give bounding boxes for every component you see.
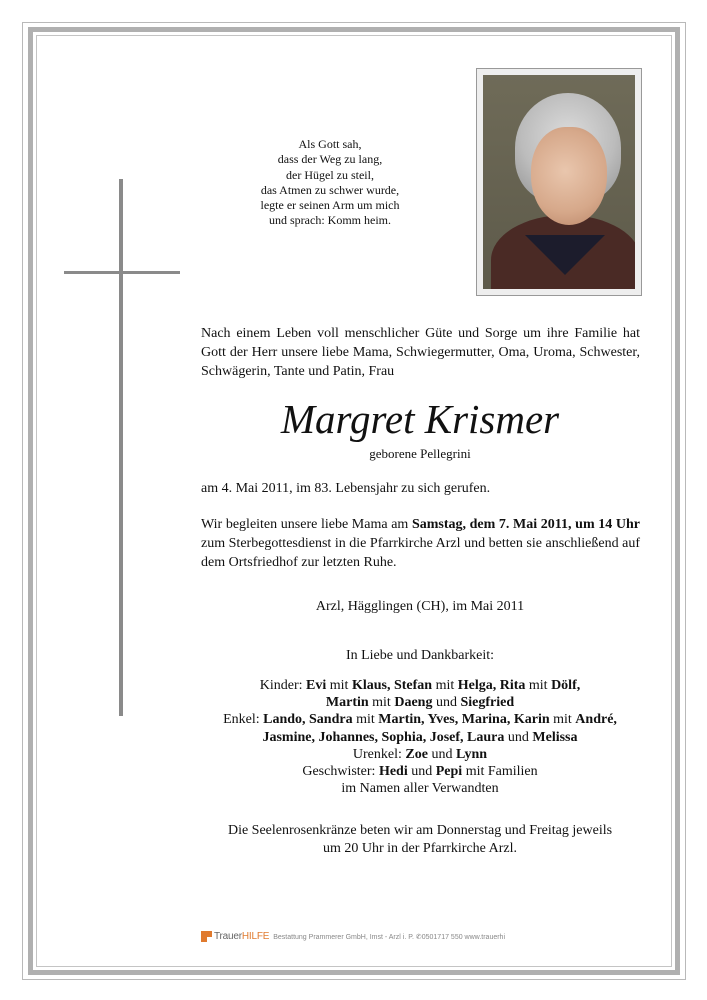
family-name: Hedi (378, 764, 408, 780)
family-name: Melissa (532, 729, 578, 745)
funeral-announcement: Wir begleiten unsere liebe Mama am Samstag, dem 7. Mai 2011, um 14 Uhr zum Sterbegottesdienst in die Pfarrkirche Arzl und betten sie anschließend auf dem Ortsfriedhof zur letzten Ruhe. (201, 517, 640, 570)
family-list (195, 677, 645, 797)
family-name: Lando, Sandra (263, 712, 353, 728)
family-line-urenkel: Urenkel: Zoe und Lynn (352, 746, 488, 762)
family-connector: mit (549, 712, 576, 728)
family-name: Pepi (435, 764, 463, 780)
footer-brand: TrauerHILFE (214, 931, 270, 942)
deceased-name: Margret Krismer (280, 396, 560, 442)
family-connector: mit Familien (462, 764, 538, 780)
portrait-face (531, 127, 607, 225)
family-name: Dölf, (551, 678, 581, 693)
funeral-date: Samstag, dem 7. Mai 2011, (411, 517, 572, 532)
family-connector: mit (326, 678, 352, 693)
family-connector: mit (352, 712, 379, 728)
thanks-line: In Liebe und Dankbarkeit: (345, 648, 495, 663)
family-name: Helga, Rita (457, 678, 526, 693)
family-name: Zoe (405, 746, 428, 762)
memorial-poem (230, 137, 430, 229)
family-line-kinder: Kinder: Evi mit Klaus, Stefan mit Helga, Rita mit Dölf, (259, 678, 581, 693)
place-and-date: Arzl, Hägglingen (CH), im Mai 2011 (315, 599, 525, 614)
funeral-time: um 14 Uhr (575, 517, 640, 532)
family-line-enkel-2 (195, 729, 645, 746)
cross-vertical-beam (119, 179, 123, 716)
family-name: Martin, Yves, Marina, Karin (378, 712, 550, 728)
family-line-enkel: Enkel: Lando, Sandra mit Martin, Yves, Marina, Karin mit André, (223, 712, 617, 728)
family-name: Daeng (394, 695, 433, 711)
family-name: Siegfried (460, 695, 515, 711)
family-name: Evi (306, 678, 327, 693)
death-date-text: am 4. Mai 2011, im 83. Lebensjahr zu sich gerufen. (201, 481, 491, 496)
poem-line: Als Gott sah, (298, 137, 362, 151)
family-connector: und (427, 746, 456, 762)
family-name: Jasmine, Johannes, Sophia, Josef, Laura (262, 729, 505, 745)
maiden-name: geborene Pellegrini (369, 446, 471, 461)
family-name: André, (575, 712, 617, 728)
family-connector: und (407, 764, 436, 780)
poem-line: der Hügel zu steil, (286, 167, 374, 182)
portrait-frame (476, 68, 642, 296)
rosary-line: Die Seelenrosenkränze beten wir am Donnerstag und Freitag jeweils (227, 823, 613, 838)
family-connector: und (432, 695, 461, 711)
family-line-kinder-2 (195, 694, 645, 711)
family-name: Klaus, Stefan (351, 678, 433, 693)
family-connector: mit (432, 678, 458, 693)
family-line-geschwister: Geschwister: Hedi und Pepi mit Familien (302, 764, 538, 780)
poem-line: dass der Weg zu lang, (277, 152, 383, 167)
trauerhilfe-logo-icon (201, 931, 212, 942)
funeral-home-footer (201, 931, 521, 942)
intro-text: Nach einem Leben voll menschlicher Güte und Sorge um ihre Familie hat Gott der Herr unsere liebe Mama, Schwiegermutter, Oma, Uroma, Schwester, Schwägerin, Tante und Patin, Frau (201, 326, 640, 379)
family-line-closing: im Namen aller Verwandten (341, 781, 499, 797)
poem-line: legte er seinen Arm um mich (260, 198, 400, 213)
family-name: Lynn (455, 746, 488, 762)
cross-horizontal-beam (64, 271, 180, 274)
footer-company: Bestattung Prammerer GmbH, Imst - Arzl i. P. ✆0501717 550 www.trauerhi (273, 933, 506, 941)
family-name: Martin (325, 695, 369, 711)
family-connector: mit (525, 678, 552, 693)
poem-line: und sprach: Komm heim. (269, 213, 391, 228)
portrait-photo (483, 75, 635, 289)
rosary-notice (200, 822, 640, 858)
family-connector: und (504, 729, 533, 745)
family-connector: mit (368, 695, 395, 711)
rosary-line: um 20 Uhr in der Pfarrkirche Arzl. (323, 841, 517, 856)
poem-line: das Atmen zu schwer wurde, (260, 182, 400, 197)
